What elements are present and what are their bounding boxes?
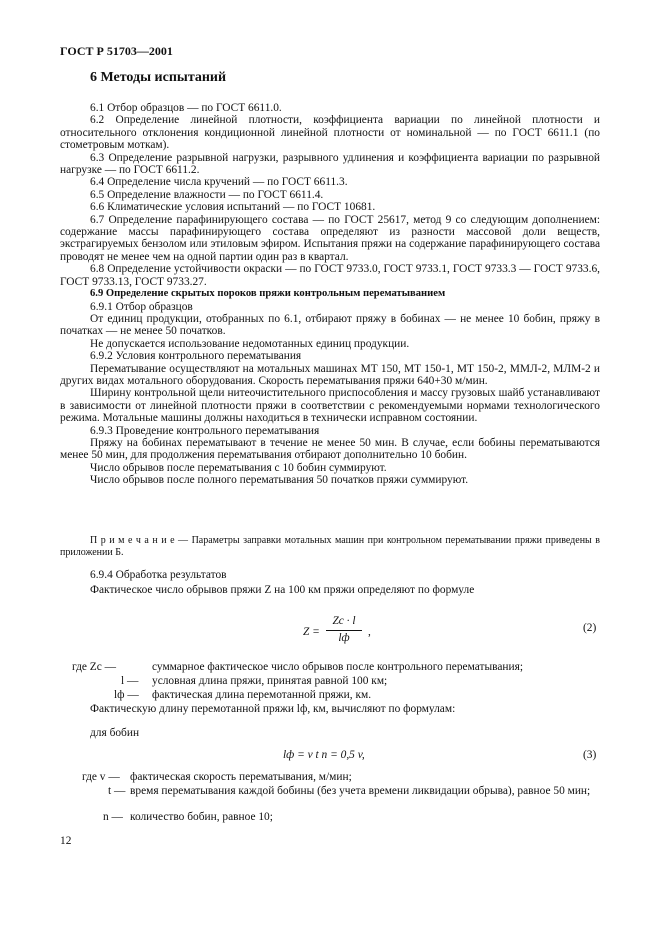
formula-3: lф = v t n = 0,5 v,	[283, 749, 365, 761]
para-6-1: 6.1 Отбор образцов — по ГОСТ 6611.0.	[90, 102, 282, 114]
para-6-9-3b: Число обрывов после перематывания с 10 бобин суммируют.	[90, 461, 387, 474]
where-2-row-1-text: фактическая скорость перематывания, м/мин;	[130, 771, 352, 783]
formula-2-number: (2)	[583, 622, 597, 634]
body-top	[60, 102, 600, 487]
document-header: ГОСТ Р 51703—2001	[60, 44, 173, 58]
for-bobbins-label: для бобин	[90, 727, 140, 739]
formula-2-lhs: Z =	[303, 626, 320, 638]
para-6-9-2a: Перематывание осуществляют на мотальных машинах МТ 150, МТ 150-1, МТ 150-2, ММЛ-2, МЛМ-2 и других видах мотального оборудования. Скорость перематывания пряжи 640+30 м/мин.	[60, 362, 600, 387]
formula-3-number: (3)	[583, 749, 597, 761]
para-6-9-3c: Число обрывов после полного перематывания 50 початков пряжи суммируют.	[90, 474, 469, 487]
where-1-row-2-text: условная длина пряжи, принятая равной 100 км;	[152, 675, 388, 687]
para-6-5: 6.5 Определение влажности — по ГОСТ 6611.4.	[90, 188, 324, 201]
para-6-7: 6.7 Определение парафинирующего состава — по ГОСТ 25617, метод 9 со следующим дополнением: содержание массы парафинирующего состава определяют из разности массовой доли веществ, экстрагируемых бензолом или этиловым эфиром. Испытания пряжи на содержание парафинирующего состава проводят не менее чем на одной партии один раз в квартал.	[60, 213, 600, 263]
section-title: 6 Методы испытаний	[90, 70, 227, 85]
para-6-9-4a: Фактическое число обрывов пряжи Z на 100 км пряжи определяют по формуле	[90, 584, 475, 596]
para-6-9-3: 6.9.3 Проведение контрольного перематывания	[90, 424, 320, 437]
where-2-row-2-sym: t —	[108, 785, 126, 797]
page-number: 12	[60, 835, 72, 847]
para-6-9-1b: Не допускается использование недомотанных единиц продукции.	[90, 337, 410, 350]
para-6-2: 6.2 Определение линейной плотности, коэффициента вариации по линейной плотности и относительного отклонения кондиционной линейной плотности от номинальной — по ГОСТ 6611.1 (по стометровым моткам).	[60, 114, 600, 152]
para-6-9-1a: От единиц продукции, отобранных по 6.1, отбирают пряжу в бобинах — не менее 10 бобин, пряжу в початках — не менее 50 початков.	[60, 312, 600, 338]
where-1-row-3-text: фактическая длина перемотанной пряжи, км.	[152, 689, 372, 701]
where-1-row-1-sym: где Zc —	[72, 661, 117, 673]
where-1-row-2-sym: l —	[121, 675, 139, 687]
para-6-6: 6.6 Климатические условия испытаний — по ГОСТ 10681.	[90, 201, 376, 214]
formula-2-numerator: Zc · l	[332, 615, 356, 627]
where-1-row-1-text: суммарное фактическое число обрывов после контрольного перематывания;	[152, 661, 523, 673]
para-6-9-heading: 6.9 Определение скрытых пороков пряжи контрольным перематыванием	[90, 288, 446, 300]
where-2-row-3-sym: n —	[103, 811, 123, 823]
para-6-3: 6.3 Определение разрывной нагрузки, разрывного удлинения и коэффициента вариации по разрывной нагрузке — по ГОСТ 6611.2.	[60, 151, 600, 177]
para-6-9-4: 6.9.4 Обработка результатов	[90, 569, 227, 581]
para-after-formula-2: Фактическую длину перемотанной пряжи lф, км, вычисляют по формулам:	[90, 703, 456, 715]
note-text: — Параметры заправки мотальных машин при контрольном перематывании пряжи приведены в приложении Б.	[60, 535, 600, 558]
where-1-row-3-sym: lф —	[114, 689, 139, 701]
formula-2-denominator: lф	[338, 632, 350, 644]
where-2-row-3-text: количество бобин, равное 10;	[130, 811, 273, 823]
para-6-9-2: 6.9.2 Условия контрольного перематывания	[90, 350, 302, 363]
formula-2-tail: ,	[368, 626, 371, 638]
note-label: П р и м е ч а н и е	[90, 535, 175, 546]
para-6-9-2b: Ширину контрольной щели нитеочистительного приспособления и массу грузовых шайб устанавливают в зависимости от линейной плотности пряжи в соответствии с рекомендуемыми нормами технологического режима. Мотальные машины должны находиться в технически исправном состоянии.	[60, 387, 600, 425]
fraction-bar	[326, 630, 362, 631]
para-6-8: 6.8 Определение устойчивости окраски — по ГОСТ 9733.0, ГОСТ 9733.1, ГОСТ 9733.3 — ГОСТ 9733.6, ГОСТ 9733.13, ГОСТ 9733.27.	[60, 263, 600, 288]
para-6-9-3a: Пряжу на бобинах перематывают в течение не менее 50 мин. В случае, если бобины перематываются менее 50 мин, для продолжения перематывания отбирают дополнительно 10 бобин.	[60, 436, 600, 462]
where-2-row-1-sym: где v —	[82, 771, 120, 783]
para-6-4: 6.4 Определение числа кручений — по ГОСТ 6611.3.	[90, 176, 348, 189]
note	[60, 535, 600, 558]
where-2-row-2-text: время перематывания каждой бобины (без учета времени ликвидации обрыва), равное 50 мин;	[130, 785, 591, 797]
para-6-9-1: 6.9.1 Отбор образцов	[90, 300, 193, 313]
